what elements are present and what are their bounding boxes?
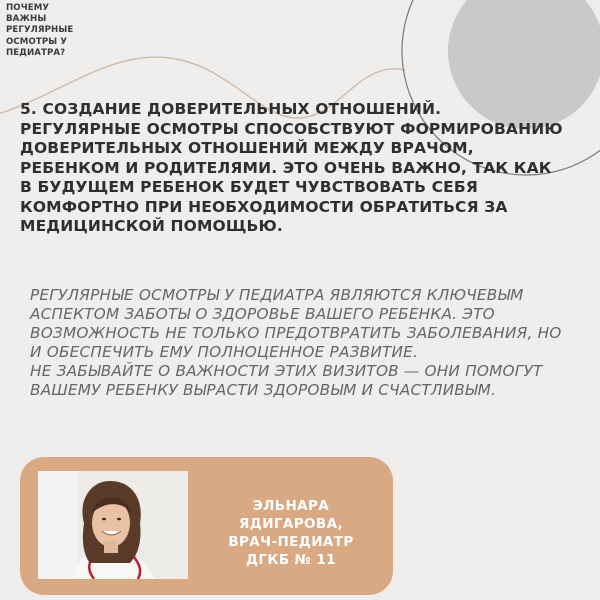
topic-tag-line: ПОЧЕМУ xyxy=(6,3,50,13)
topic-tag-line: ОСМОТРЫ У xyxy=(6,36,68,47)
author-name-line: ЯДИГАРОВА, xyxy=(238,516,343,532)
author-card xyxy=(20,457,393,595)
body-text xyxy=(30,286,575,400)
topic-tag-line: ВАЖНЫ xyxy=(6,14,47,25)
body-paragraph: РЕГУЛЯРНЫЕ ОСМОТРЫ У ПЕДИАТРА ЯВЛЯЮТСЯ КЛЮЧЕВЫМ АСПЕКТОМ ЗАБОТЫ О ЗДОРОВЬЕ ВАШЕГО РЕБЕНКА. ЭТО ВОЗМОЖНОСТЬ НЕ ТОЛЬКО ПРЕДОТВРАТИТЬ ЗАБОЛЕВАНИЯ, НО И ОБЕСПЕЧИТЬ ЕМУ ПОЛНОЦЕННОЕ РАЗВИТИЕ. xyxy=(30,286,562,361)
body-paragraph: НЕ ЗАБЫВАЙТЕ О ВАЖНОСТИ ЭТИХ ВИЗИТОВ — ОНИ ПОМОГУТ ВАШЕМУ РЕБЕНКУ ВЫРАСТИ ЗДОРОВЫМ И СЧАСТЛИВЫМ. xyxy=(30,362,543,399)
topic-tag-line: РЕГУЛЯРНЫЕ xyxy=(6,25,74,36)
author-name-line: ВРАЧ-ПЕДИАТР xyxy=(228,534,354,550)
topic-tag-line: ПЕДИАТРА? xyxy=(6,47,66,58)
author-name-line: ДГКБ № 11 xyxy=(246,552,336,568)
topic-tag xyxy=(6,3,98,59)
author-photo xyxy=(38,471,188,579)
section-heading: 5. СОЗДАНИЕ ДОВЕРИТЕЛЬНЫХ ОТНОШЕНИЙ. РЕГУЛЯРНЫЕ ОСМОТРЫ СПОСОБСТВУЮТ ФОРМИРОВАНИЮ ДОВЕРИТЕЛЬНЫХ ОТНОШЕНИЙ МЕЖДУ ВРАЧОМ, РЕБЕНКОМ И РОДИТЕЛЯМИ. ЭТО ОЧЕНЬ ВАЖНО, ТАК КАК В БУДУЩЕМ РЕБЕНОК БУДЕТ ЧУВСТВОВАТЬ СЕБЯ КОМФОРТНО ПРИ НЕОБХОДИМОСТИ ОБРАТИТЬСЯ ЗА МЕДИЦИНСКОЙ ПОМОЩЬЮ. xyxy=(20,100,563,235)
author-name xyxy=(198,497,384,569)
author-name-line: ЭЛЬНАРА xyxy=(252,498,330,514)
